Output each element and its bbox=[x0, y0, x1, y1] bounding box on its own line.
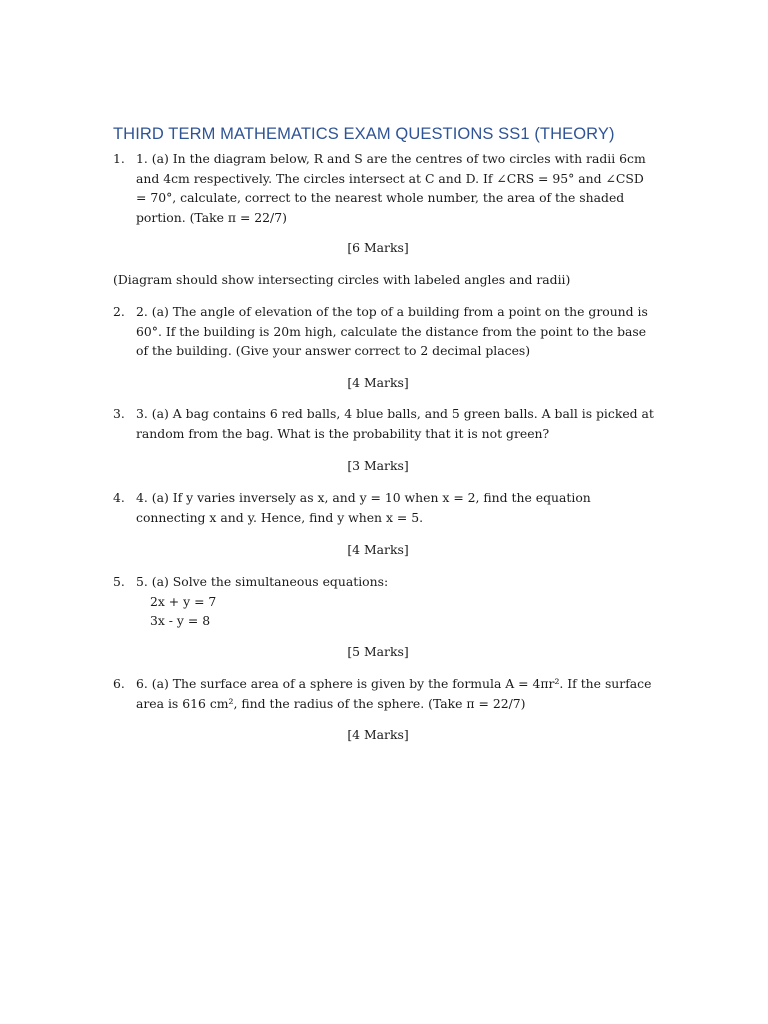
question-3 bbox=[113, 404, 658, 443]
question-number: 1. bbox=[113, 151, 125, 166]
question-text: 3. (a) A bag contains 6 red balls, 4 blue balls, and 5 green balls. A ball is picked at random from the bag. What is the probability that it is not green? bbox=[136, 406, 654, 441]
question-text: 5. (a) Solve the simultaneous equations: bbox=[136, 574, 389, 589]
question-1-marks: [6 Marks] bbox=[347, 240, 409, 255]
question-2-marks: [4 Marks] bbox=[347, 375, 409, 390]
question-text: 4. (a) If y varies inversely as x, and y = 10 when x = 2, find the equation connecting x and y. Hence, find y when x = 5. bbox=[136, 490, 591, 525]
question-text: 1. (a) In the diagram below, R and S are the centres of two circles with radii 6cm and 4cm respectively. The circles intersect at C and D. If ∠CRS = 95° and ∠CSD = 70°, calculate, correct to the nearest whole number, the area of the shaded portion. (Take π = 22/7) bbox=[136, 151, 646, 225]
question-6 bbox=[113, 674, 658, 713]
question-number: 4. bbox=[113, 490, 125, 505]
question-6-marks: [4 Marks] bbox=[347, 727, 409, 742]
question-2 bbox=[113, 302, 658, 361]
question-4 bbox=[113, 488, 658, 527]
question-text: 6. (a) The surface area of a sphere is given by the formula A = 4πr². If the surface area is 616 cm², find the radius of the sphere. (Take π = 22/7) bbox=[136, 676, 652, 711]
question-1 bbox=[113, 149, 658, 227]
diagram-note: (Diagram should show intersecting circles with labeled angles and radii) bbox=[113, 272, 571, 287]
question-number: 6. bbox=[113, 676, 125, 691]
question-text: 2. (a) The angle of elevation of the top of a building from a point on the ground is 60°. If the building is 20m high, calculate the distance from the point to the base of the building. (Give your answer correct to 2 decimal places) bbox=[136, 304, 648, 358]
question-number: 5. bbox=[113, 574, 125, 589]
equation-1: 2x + y = 7 bbox=[150, 593, 217, 609]
page-title: THIRD TERM MATHEMATICS EXAM QUESTIONS SS1 (THEORY) bbox=[113, 125, 615, 143]
question-number: 3. bbox=[113, 406, 125, 421]
question-4-marks: [4 Marks] bbox=[347, 542, 409, 557]
question-number: 2. bbox=[113, 304, 125, 319]
question-3-marks: [3 Marks] bbox=[347, 458, 409, 473]
question-5 bbox=[113, 572, 658, 631]
equation-2: 3x - y = 8 bbox=[150, 613, 211, 628]
question-5-marks: [5 Marks] bbox=[347, 644, 409, 659]
